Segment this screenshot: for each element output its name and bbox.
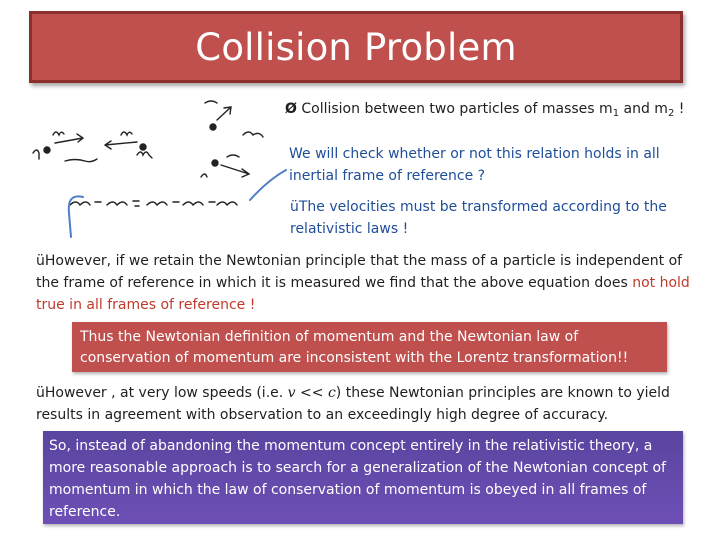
arrow-v1 [217,107,231,120]
particle-1-before [44,147,50,153]
newtonian-inconsistency-box: Thus the Newtonian definition of momentum and the Newtonian law of conservation of momentum are inconsistent with the Lorentz transformation!! [72,322,667,372]
check-relation-text: We will check whether or not this relation holds in all inertial frame of reference ? [289,146,660,184]
connector-right [250,170,286,200]
however-bullet-1: üHowever, if we retain the Newtonian principle that the mass of a particle is independent of the frame of reference in which it is measured we find that the above equation does not hold true in all frames of reference ! [36,253,690,313]
particle-2-after [212,160,218,166]
however-bullet-2: üHowever , at very low speeds (i.e. v << c) these Newtonian principles are known to yield results in agreement with observation to an exceedingly high degree of accuracy. [36,385,670,423]
checkmark-icon: ü [36,385,45,401]
checkmark-icon: ü [36,253,45,269]
particle-1-after [210,124,216,130]
bullet-collision: Ø Collision between two particles of masses $m_1$ and $m_2$ ! [285,101,685,119]
arrow-u2 [105,141,137,149]
momentum-equation-sketch [70,201,237,206]
title-banner [29,11,683,83]
emphasis-text: not hold true in all frames of reference ! [36,275,690,313]
arrow-v2 [221,165,249,177]
arrow-bullet-icon: Ø [285,101,297,117]
collision-sketch [25,95,287,245]
slide-title: Collision Problem [195,25,517,69]
generalization-box: So, instead of abandoning the momentum concept entirely in the relativistic theory, a more reasonable approach is to search for a generalization of the Newtonian concept of momentum in which the law of conservation of momentum is obeyed in all frames of reference. [43,431,683,524]
checkmark-icon: ü [290,199,299,215]
velocities-bullet: üThe velocities must be transformed according to the relativistic laws ! [290,199,667,237]
particle-2-before [140,144,146,150]
